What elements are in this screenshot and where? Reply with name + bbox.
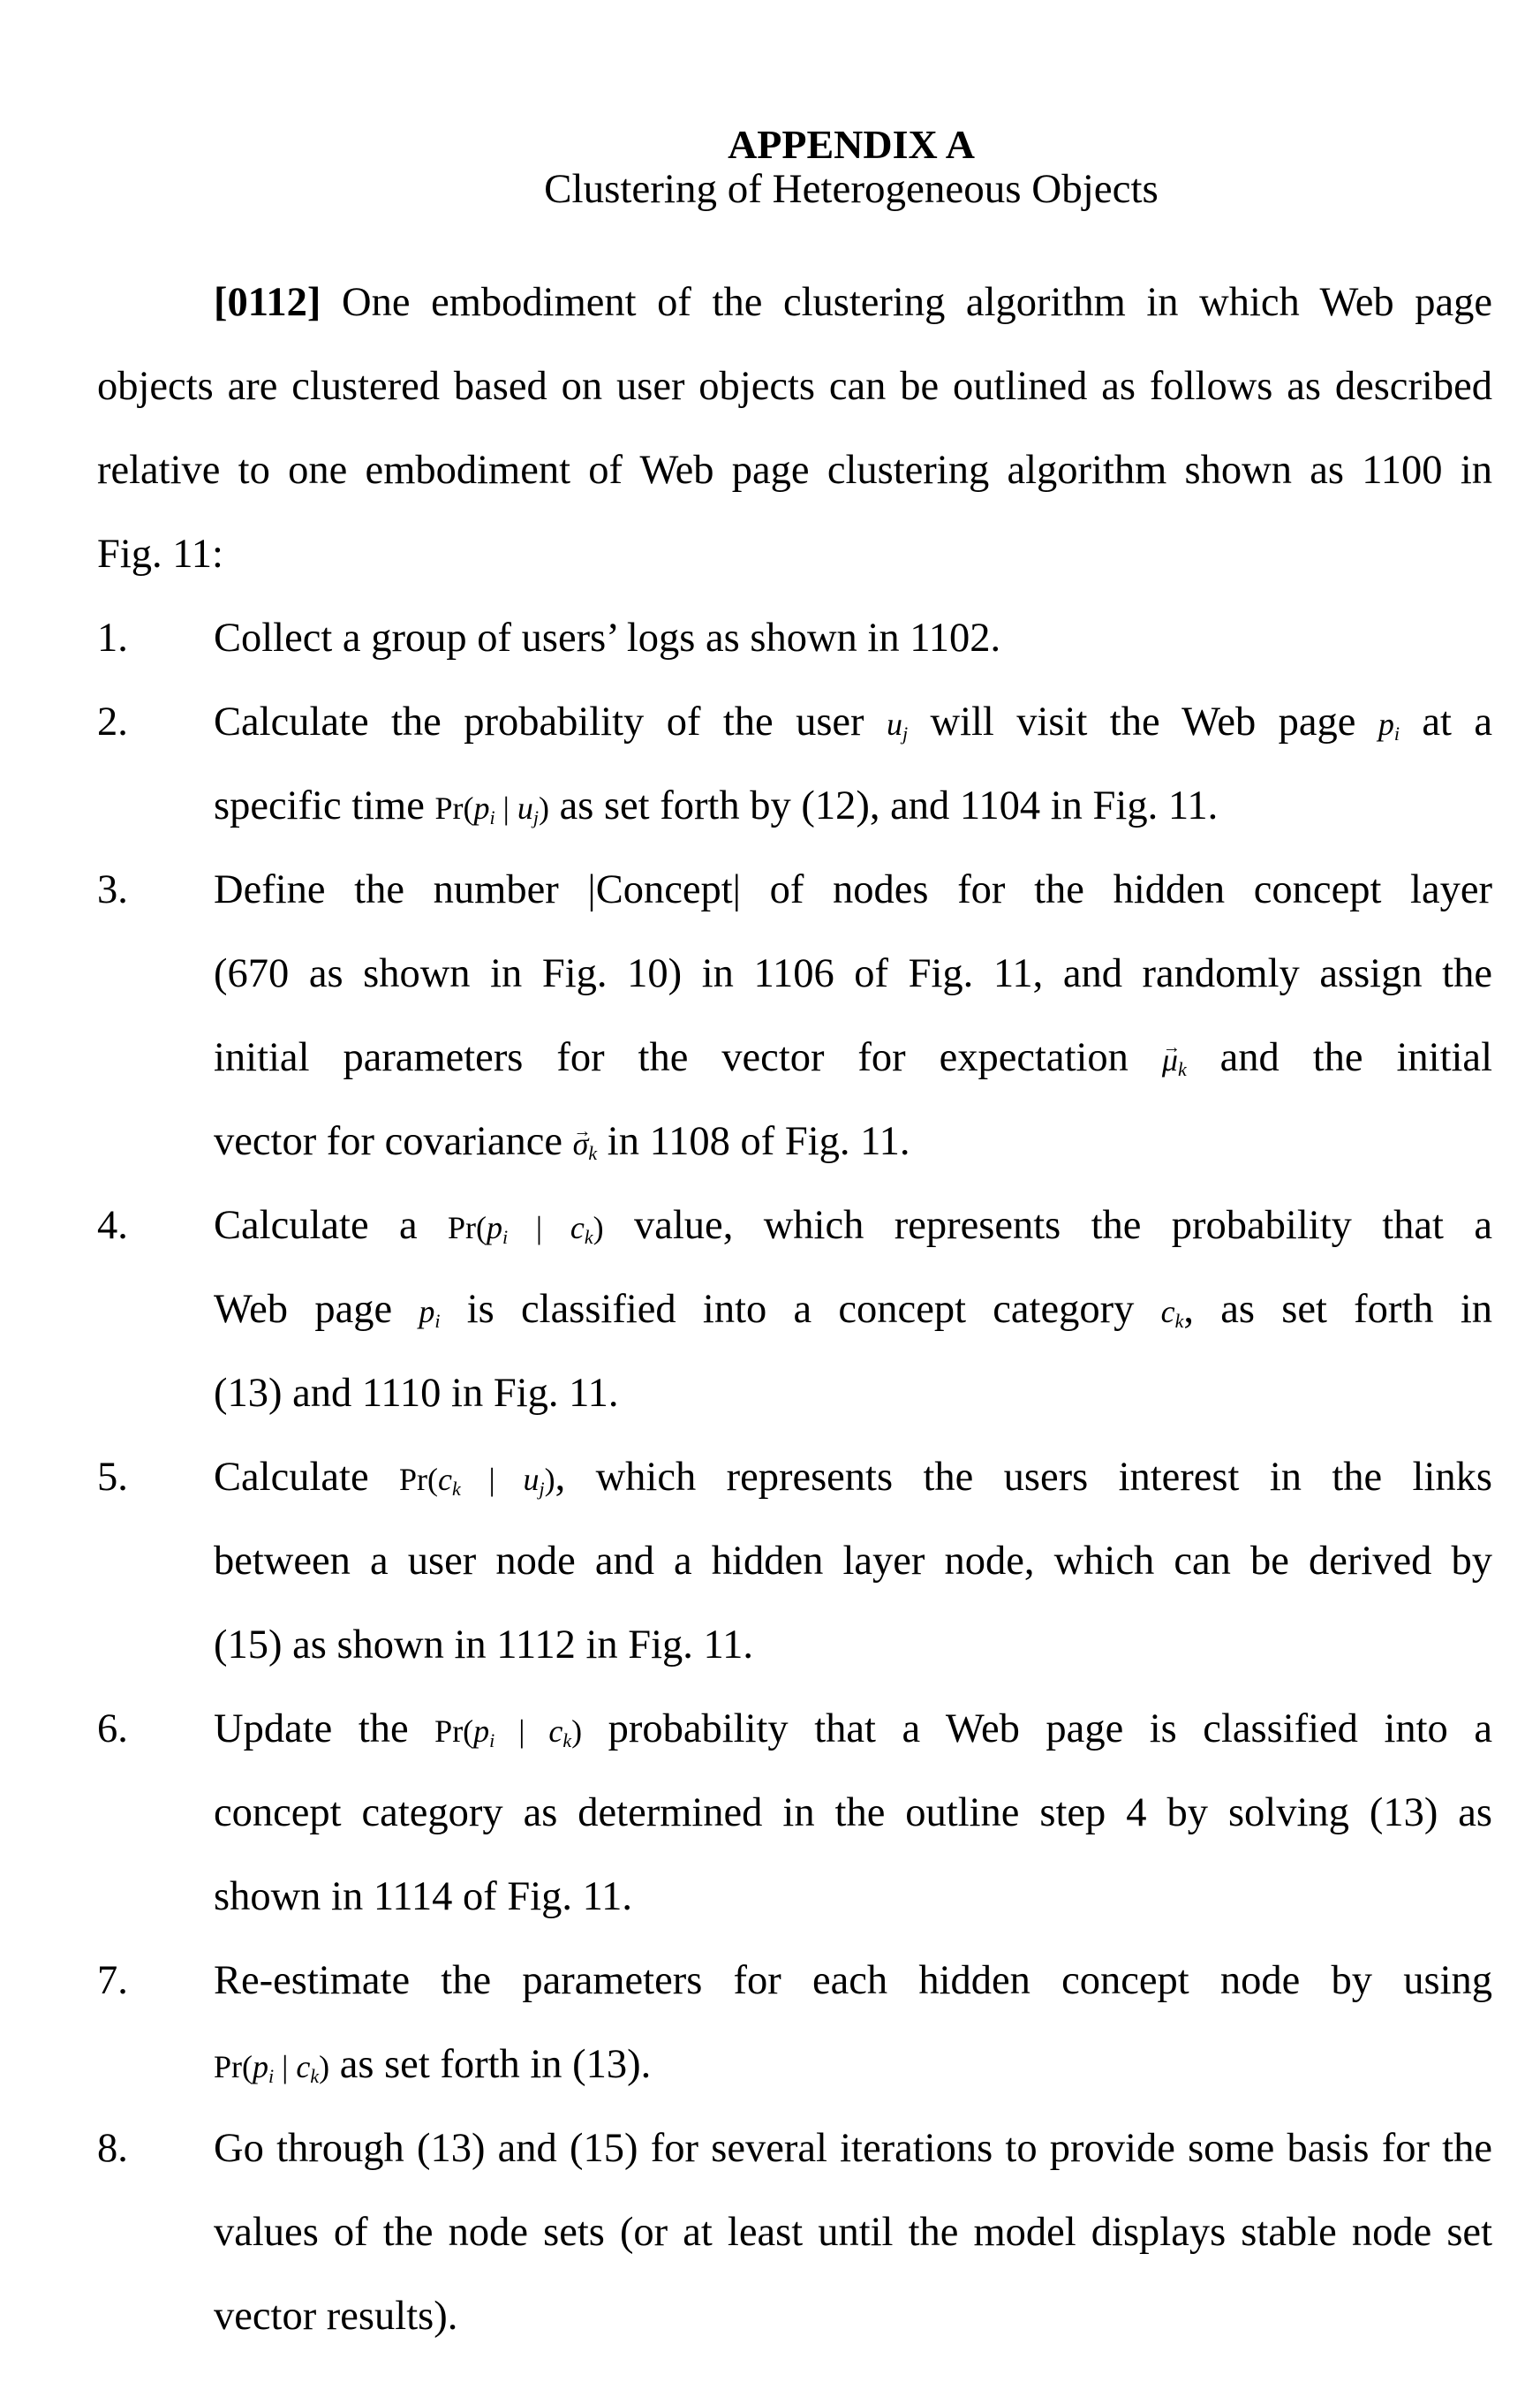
paragraph-line: [0112] One embodiment of the clustering algorithm in which Web page <box>214 280 1492 325</box>
step-line: specific time $Pr(p_i$ | $u_j$) as set forth by (12), and 1104 in Fig. 11. <box>214 783 1219 828</box>
math-expression: $Pr(c_k$ | $u_j$) <box>398 1462 555 1500</box>
math-expression: $Pr(p_i$ | $u_j$) <box>434 790 549 828</box>
step-line: concept category as determined in the outline step 4 by solving (13) as <box>214 1790 1492 1835</box>
math-expression: $Pr(p_i$ | $c_k$) <box>434 1713 583 1751</box>
step-line: initial parameters for the vector for expectation → $\mu_k$ and the initial <box>214 1016 1492 1100</box>
step-line: Web page $p_i$ is classified into a concept category $c_k$, as set forth in <box>214 1287 1492 1332</box>
math-expression: $Pr(p_i$ | $c_k$) <box>214 2049 330 2087</box>
vector-symbol: → μ <box>1162 1018 1178 1102</box>
step-number: 4. <box>97 1203 128 1248</box>
math-expression: → $\mu_k$ <box>1162 1042 1187 1078</box>
paragraph-line: relative to one embodiment of Web page clustering algorithm shown as 1100 in <box>97 448 1492 493</box>
math-expression: → $\sigma_k$ <box>573 1126 598 1161</box>
math-expression: $p_i$ <box>1378 707 1400 745</box>
step-number: 7. <box>97 1958 128 2003</box>
step-line: Calculate $Pr(c_k$ | $u_j$), which represents the users interest in the links <box>214 1455 1492 1500</box>
step-number: 2. <box>97 700 128 745</box>
step-line: Collect a group of users’ logs as shown in 1102. <box>214 616 1001 661</box>
step-number: 5. <box>97 1455 128 1500</box>
step-line: values of the node sets (or at least until the model displays stable node set <box>214 2210 1492 2255</box>
step-line: Calculate the probability of the user $u_j$ will visit the Web page $p_i$ at a <box>214 700 1493 745</box>
paragraph-line: objects are clustered based on user objects can be outlined as follows as described <box>97 364 1492 409</box>
step-line: Go through (13) and (15) for several iterations to provide some basis for the <box>214 2126 1492 2171</box>
step-line: vector results). <box>214 2294 458 2339</box>
step-line: Update the $Pr(p_i$ | $c_k$) probability that a Web page is classified into a <box>214 1706 1492 1751</box>
math-expression: $p_i$ <box>419 1294 441 1332</box>
step-line: (15) as shown in 1112 in Fig. 11. <box>214 1622 753 1668</box>
step-line: shown in 1114 of Fig. 11. <box>214 1874 633 1919</box>
step-line: Re-estimate the parameters for each hidden concept node by using <box>214 1958 1492 2003</box>
step-line: (670 as shown in Fig. 10) in 1106 of Fig. 11, and randomly assign the <box>214 951 1492 996</box>
step-line: (13) and 1110 in Fig. 11. <box>214 1371 619 1416</box>
appendix-title: APPENDIX A <box>728 122 975 167</box>
math-expression: $c_k$ <box>1160 1294 1184 1332</box>
step-line: Calculate a $Pr(p_i$ | $c_k$) value, which represents the probability that a <box>214 1203 1492 1248</box>
math-expression: $u_j$ <box>886 707 909 745</box>
paragraph-number: [0112] <box>214 280 321 325</box>
appendix-subtitle: Clustering of Heterogeneous Objects <box>544 166 1159 212</box>
paragraph-line: Fig. 11: <box>97 532 223 577</box>
step-number: 6. <box>97 1706 128 1751</box>
step-line: vector for covariance → $\sigma_k$ in 1108 of Fig. 11. <box>214 1100 1492 1184</box>
step-number: 8. <box>97 2126 128 2171</box>
step-line: $Pr(p_i$ | $c_k$) as set forth in (13). <box>214 2042 652 2087</box>
step-line: Define the number |Concept| of nodes for the hidden concept layer <box>214 867 1492 912</box>
vector-symbol: → σ <box>573 1102 589 1186</box>
step-line: between a user node and a hidden layer node, which can be derived by <box>214 1539 1492 1584</box>
math-expression: $Pr(p_i$ | $c_k$) <box>448 1210 604 1248</box>
step-number: 3. <box>97 867 128 912</box>
step-number: 1. <box>97 616 128 661</box>
